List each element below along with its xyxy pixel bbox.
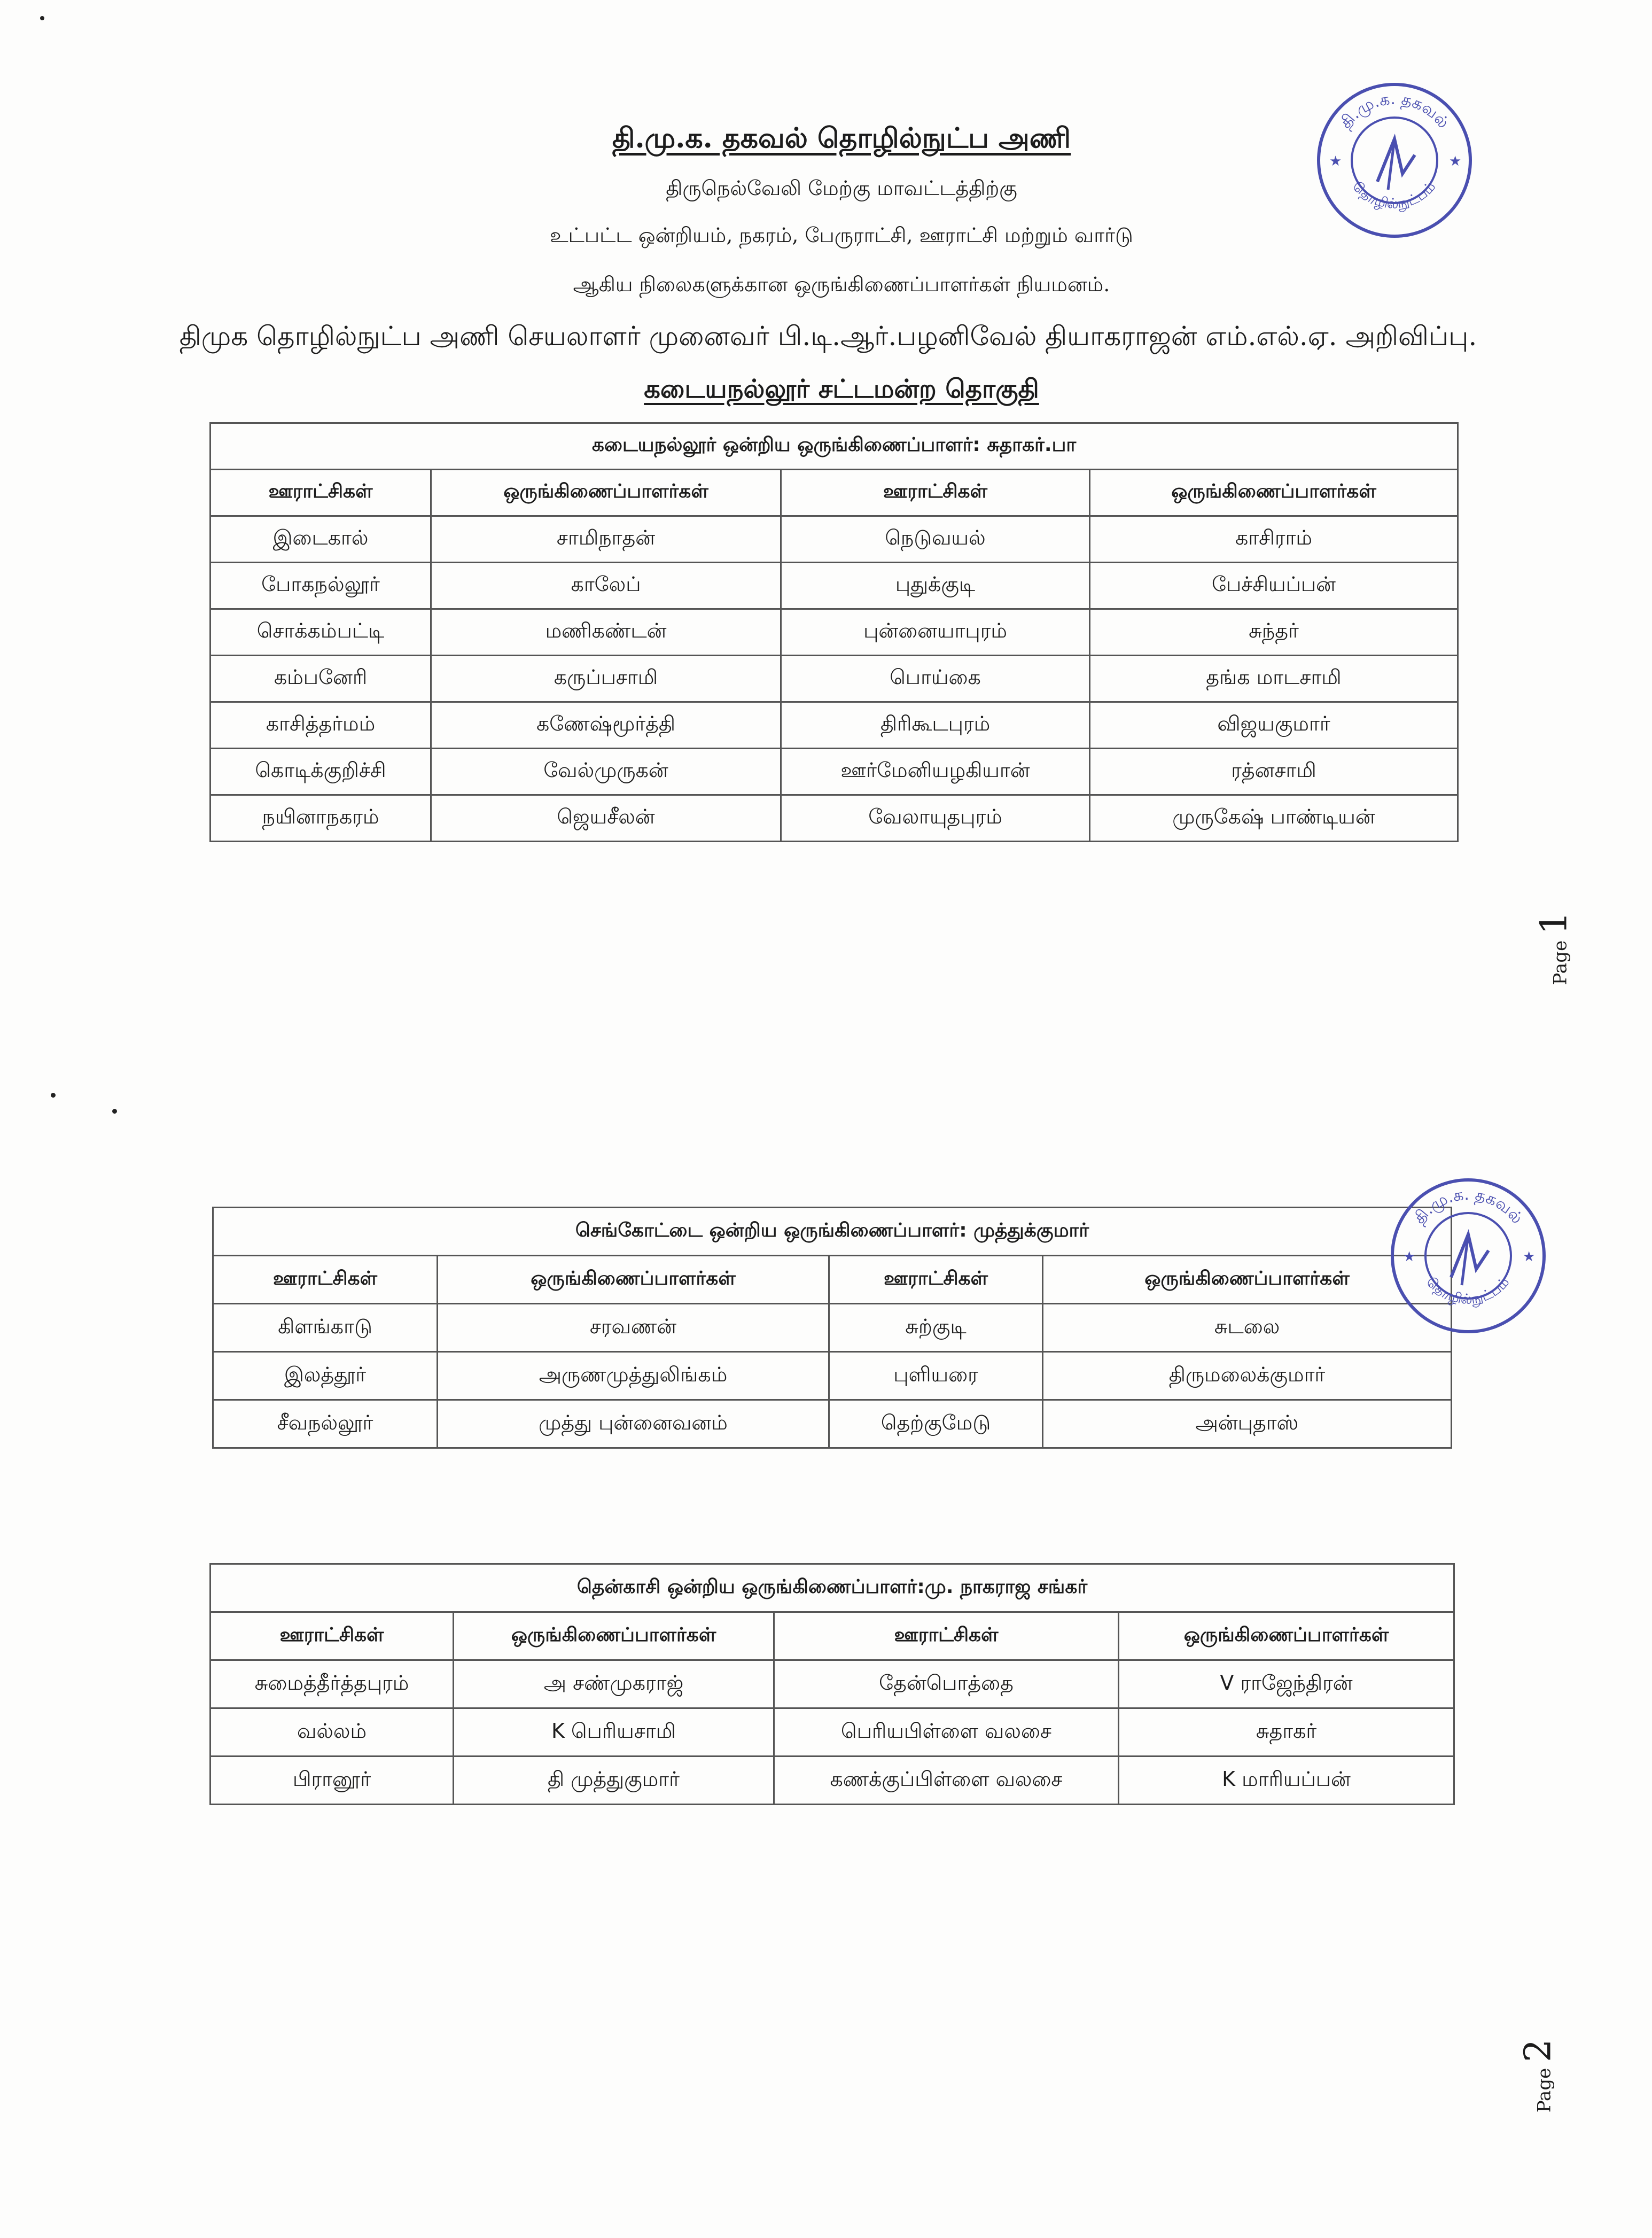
table-cell: சீவநல்லூர்: [213, 1400, 438, 1448]
table-row: [211, 609, 1458, 656]
table-caption: தென்காசி ஒன்றிய ஒருங்கிணைப்பாளர்:மு. நாகராஜ சங்கர்: [211, 1564, 1454, 1612]
table-cell: மணிகண்டன்: [431, 609, 781, 656]
column-header: ஊராட்சிகள்: [211, 1612, 454, 1660]
table-row: [211, 1757, 1454, 1805]
table-cell: வேல்முருகன்: [431, 749, 781, 795]
table-row: [211, 656, 1458, 702]
table-cell: ஜெயசீலன்: [431, 795, 781, 842]
svg-text:தொழில்நுட்பம்: தொழில்நுட்பம்: [1423, 1274, 1513, 1308]
table-cell: K மாரியப்பன்: [1119, 1757, 1454, 1805]
organization-seal-stamp: [1314, 80, 1475, 240]
table-cell: காசித்தர்மம்: [211, 702, 431, 749]
table-caption-row: [211, 1564, 1454, 1612]
table-cell: திரிகூடபுரம்: [781, 702, 1090, 749]
svg-text:★: ★: [1329, 153, 1342, 169]
kadayanallur-union-table: [209, 422, 1459, 842]
table-cell: காலேப்: [431, 563, 781, 609]
table-row: [211, 516, 1458, 563]
subtitle-line-3: ஆகிய நிலைகளுக்கான ஒருங்கிணைப்பாளர்கள் நியமனம்.: [573, 273, 1110, 296]
table-cell: பொய்கை: [781, 656, 1090, 702]
column-header: ஊராட்சிகள்: [829, 1256, 1043, 1304]
column-header: ஒருங்கிணைப்பாளர்கள்: [1119, 1612, 1454, 1660]
svg-text:★: ★: [1523, 1249, 1536, 1265]
document-title: தி.மு.க. தகவல் தொழில்நுட்ப அணி: [612, 122, 1071, 154]
shenkottai-union-table: [212, 1207, 1452, 1449]
table-row: [211, 702, 1458, 749]
page-label-text: Page: [1533, 2068, 1555, 2113]
table-cell: சாமிநாதன்: [431, 516, 781, 563]
table-cell: பெரியபிள்ளை வலசை: [774, 1708, 1119, 1757]
table-cell: இடைகால்: [211, 516, 431, 563]
scan-speck: [112, 1109, 117, 1114]
table-cell: முருகேஷ் பாண்டியன்: [1090, 795, 1458, 842]
table-caption: கடையநல்லூர் ஒன்றிய ஒருங்கிணைப்பாளர்: சுதாகர்.பா: [211, 423, 1458, 470]
svg-text:★: ★: [1403, 1249, 1416, 1265]
table-row: [211, 749, 1458, 795]
table-cell: அ சண்முகராஜ்: [454, 1660, 774, 1708]
table-row: [211, 1660, 1454, 1708]
table-row: [211, 795, 1458, 842]
table-cell: தி முத்துகுமார்: [454, 1757, 774, 1805]
table-cell: கம்பனேரி: [211, 656, 431, 702]
svg-text:தி.மு.க. தகவல்: தி.மு.க. தகவல்: [1336, 89, 1453, 133]
column-header: ஒருங்கிணைப்பாளர்கள்: [1090, 470, 1458, 516]
table-cell: சுதாகர்: [1119, 1708, 1454, 1757]
table-cell: தெற்குமேடு: [829, 1400, 1043, 1448]
table-header-row: [211, 1612, 1454, 1660]
table-header-row: [213, 1256, 1452, 1304]
scan-speck: [51, 1093, 56, 1098]
scan-speck: [40, 16, 44, 20]
table-cell: கொடிக்குறிச்சி: [211, 749, 431, 795]
page-number-label: [1533, 912, 1575, 985]
table-cell: கிளங்காடு: [213, 1304, 438, 1352]
table-row: [213, 1400, 1452, 1448]
table-cell: நெடுவயல்: [781, 516, 1090, 563]
table-caption-row: [211, 423, 1458, 470]
svg-text:தொழில்நுட்பம்: தொழில்நுட்பம்: [1349, 178, 1439, 212]
table-cell: சுந்தர்: [1090, 609, 1458, 656]
column-header: ஊராட்சிகள்: [774, 1612, 1119, 1660]
page-number: 2: [1517, 2039, 1560, 2062]
table-caption-row: [213, 1208, 1452, 1256]
table-cell: கணக்குப்பிள்ளை வலசை: [774, 1757, 1119, 1805]
subtitle-line-1: திருநெல்வேலி மேற்கு மாவட்டத்திற்கு: [666, 176, 1017, 200]
table-cell: புன்னையாபுரம்: [781, 609, 1090, 656]
tenkasi-union-table: [209, 1563, 1455, 1805]
table-cell: சுமைத்தீர்த்தபுரம்: [211, 1660, 454, 1708]
table-cell: கணேஷ்மூர்த்தி: [431, 702, 781, 749]
column-header: ஊராட்சிகள்: [211, 470, 431, 516]
svg-text:தி.மு.க. தகவல்: தி.மு.க. தகவல்: [1409, 1185, 1527, 1228]
constituency-heading: கடையநல்லூர் சட்டமன்ற தொகுதி: [644, 374, 1039, 404]
table-cell: சுற்குடி: [829, 1304, 1043, 1352]
table-cell: புதுக்குடி: [781, 563, 1090, 609]
table-cell: ஊர்மேனியழகியான்: [781, 749, 1090, 795]
table-cell: திருமலைக்குமார்: [1043, 1352, 1452, 1400]
table-cell: புளியரை: [829, 1352, 1043, 1400]
table-cell: வல்லம்: [211, 1708, 454, 1757]
table-cell: தேன்பொத்தை: [774, 1660, 1119, 1708]
table-cell: ரத்னசாமி: [1090, 749, 1458, 795]
table-cell: விஜயகுமார்: [1090, 702, 1458, 749]
column-header: ஒருங்கிணைப்பாளர்கள்: [1043, 1256, 1452, 1304]
table-cell: சொக்கம்பட்டி: [211, 609, 431, 656]
table-caption: செங்கோட்டை ஒன்றிய ஒருங்கிணைப்பாளர்: முத்துக்குமார்: [213, 1208, 1452, 1256]
table-row: [211, 563, 1458, 609]
table-cell: கருப்பசாமி: [431, 656, 781, 702]
svg-text:★: ★: [1449, 153, 1462, 169]
table-cell: சரவணன்: [438, 1304, 829, 1352]
table-cell: அருணமுத்துலிங்கம்: [438, 1352, 829, 1400]
table-row: [213, 1304, 1452, 1352]
page-number-label: [1517, 2039, 1559, 2113]
table-cell: பிரானூர்: [211, 1757, 454, 1805]
column-header: ஒருங்கிணைப்பாளர்கள்: [431, 470, 781, 516]
organization-seal-stamp: [1388, 1176, 1548, 1336]
table-cell: சுடலை: [1043, 1304, 1452, 1352]
table-cell: அன்புதாஸ்: [1043, 1400, 1452, 1448]
column-header: ஊராட்சிகள்: [213, 1256, 438, 1304]
table-cell: போகநல்லூர்: [211, 563, 431, 609]
column-header: ஊராட்சிகள்: [781, 470, 1090, 516]
table-cell: நயினாநகரம்: [211, 795, 431, 842]
announcement: திமுக தொழில்நுட்ப அணி செயலாளர் முனைவர் பி.டி.ஆர்.பழனிவேல் தியாகராஜன் எம்.எல்.ஏ. அறிவிப்பு.: [179, 321, 1477, 352]
subtitle-line-2: உட்பட்ட ஒன்றியம், நகரம், பேருராட்சி, ஊராட்சி மற்றும் வார்டு: [550, 223, 1133, 247]
table-cell: K பெரியசாமி: [454, 1708, 774, 1757]
page-label-text: Page: [1549, 940, 1571, 985]
table-cell: V ராஜேந்திரன்: [1119, 1660, 1454, 1708]
table-header-row: [211, 470, 1458, 516]
table-cell: வேலாயுதபுரம்: [781, 795, 1090, 842]
column-header: ஒருங்கிணைப்பாளர்கள்: [438, 1256, 829, 1304]
table-cell: முத்து புன்னைவனம்: [438, 1400, 829, 1448]
page-number: 1: [1533, 911, 1576, 935]
table-cell: காசிராம்: [1090, 516, 1458, 563]
table-row: [213, 1352, 1452, 1400]
table-cell: பேச்சியப்பன்: [1090, 563, 1458, 609]
column-header: ஒருங்கிணைப்பாளர்கள்: [454, 1612, 774, 1660]
table-cell: தங்க மாடசாமி: [1090, 656, 1458, 702]
table-cell: இலத்தூர்: [213, 1352, 438, 1400]
table-row: [211, 1708, 1454, 1757]
